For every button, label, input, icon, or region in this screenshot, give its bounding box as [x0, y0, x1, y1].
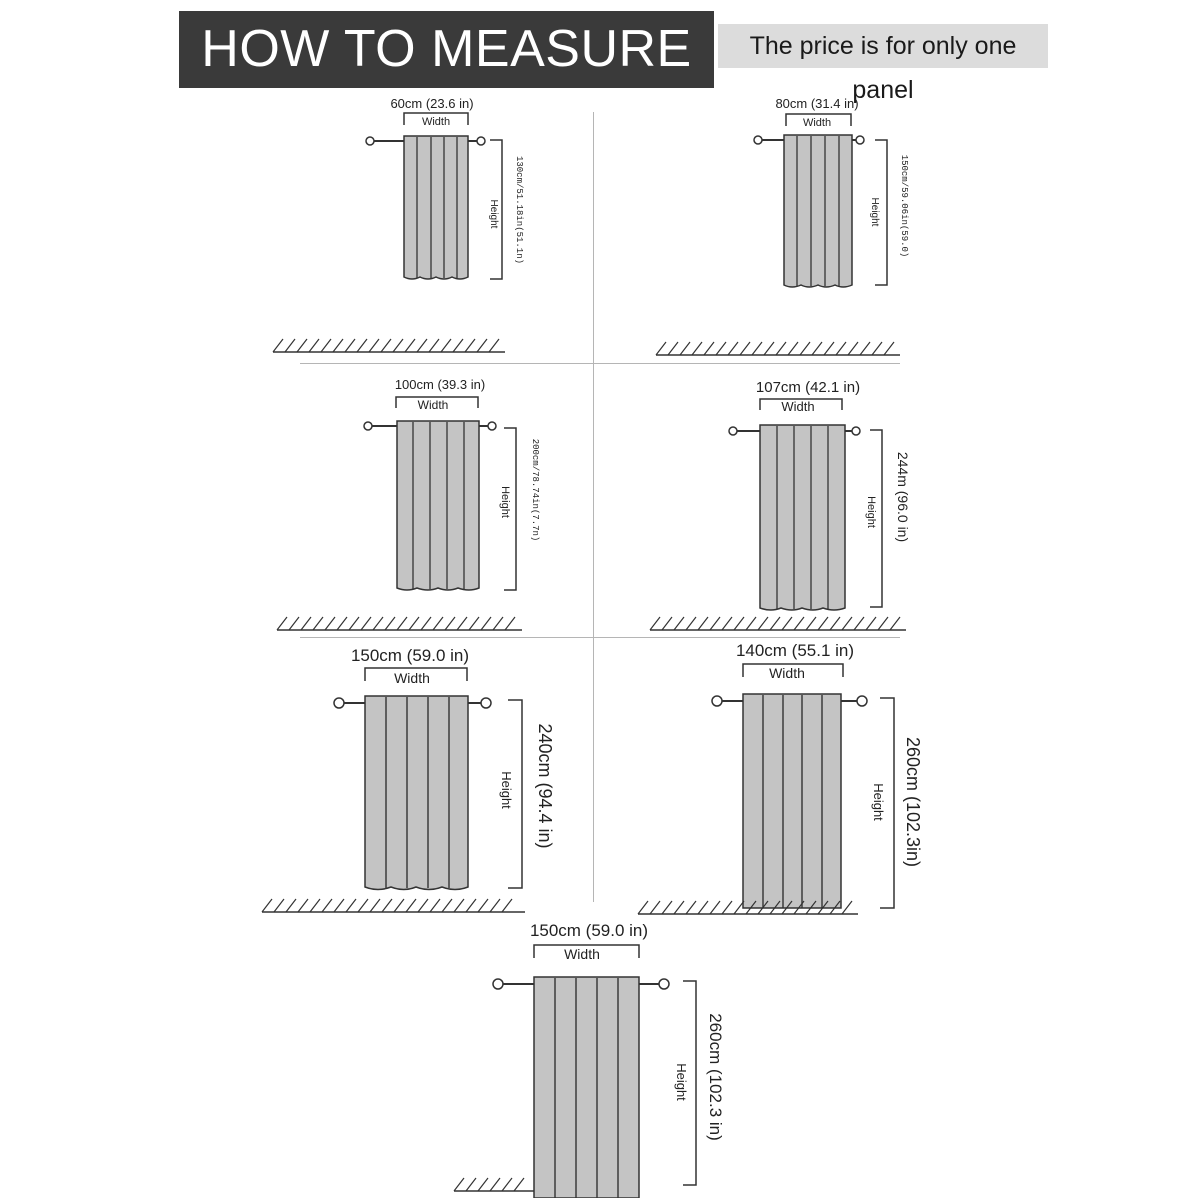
width-measurement: 107cm (42.1 in)	[755, 379, 861, 396]
curtain-panel	[365, 696, 468, 890]
width-label: Width	[564, 946, 600, 962]
page-title: HOW TO MEASURE	[179, 11, 714, 88]
height-measurement: 200cm/78.74in(7.7n)	[530, 438, 540, 542]
height-label: Height	[871, 783, 886, 821]
vertical-divider	[593, 112, 594, 902]
height-label: Height	[865, 496, 877, 528]
curtain-panel	[760, 425, 845, 610]
curtain-rod-end	[729, 427, 737, 435]
horizontal-divider	[300, 637, 900, 638]
curtain-rod-end	[659, 979, 669, 989]
height-measurement: 130cm/51.18in(51.1n)	[514, 155, 524, 265]
width-measurement: 140cm (55.1 in)	[735, 641, 855, 660]
curtain-diagram-150cm-240cm	[250, 640, 580, 920]
height-label: Height	[499, 486, 511, 518]
floor-hatching	[650, 617, 900, 630]
height-measurement: 244m (96.0 in)	[895, 451, 911, 543]
width-measurement: 80cm (31.4 in)	[775, 96, 859, 111]
height-measurement: 260cm (102.3 in)	[706, 1013, 725, 1141]
curtain-diagram-100cm	[265, 372, 555, 634]
width-label: Width	[394, 670, 430, 686]
horizontal-divider	[300, 363, 900, 364]
height-measurement: 260cm (102.3in)	[903, 736, 923, 868]
curtain-panel	[404, 136, 468, 279]
curtain-rod-end	[852, 427, 860, 435]
curtain-diagram-107cm	[640, 372, 930, 634]
floor-hatching	[277, 617, 515, 630]
curtain-rod-end	[493, 979, 503, 989]
floor-hatching	[656, 342, 894, 355]
floor-hatching	[454, 1178, 524, 1191]
height-label: Height	[488, 199, 499, 229]
curtain-panel	[397, 421, 479, 590]
curtain-rod-end	[334, 698, 344, 708]
curtain-diagram-140cm-260cm	[630, 640, 940, 920]
floor-hatching	[262, 899, 512, 912]
height-measurement: 150cm/59.06in(59.0)	[899, 154, 909, 258]
width-measurement: 60cm (23.6 in)	[390, 96, 474, 111]
curtain-rod-end	[712, 696, 722, 706]
height-label: Height	[674, 1063, 689, 1101]
curtain-panel	[784, 135, 852, 287]
width-measurement: 150cm (59.0 in)	[529, 921, 649, 940]
curtain-rod-end	[488, 422, 496, 430]
curtain-diagram-80cm	[650, 92, 930, 360]
width-label: Width	[417, 398, 449, 412]
curtain-rod-end	[364, 422, 372, 430]
height-label: Height	[499, 771, 514, 809]
height-measurement: 240cm (94.4 in)	[535, 723, 555, 849]
curtain-rod-end	[754, 136, 762, 144]
curtain-rod-end	[477, 137, 485, 145]
curtain-panel	[743, 694, 841, 908]
height-label: Height	[869, 197, 880, 227]
width-label: Width	[421, 116, 451, 128]
curtain-rod-end	[481, 698, 491, 708]
curtain-panel	[534, 977, 639, 1198]
floor-hatching	[273, 339, 499, 352]
curtain-rod-end	[857, 696, 867, 706]
curtain-diagram-150cm-260cm	[440, 915, 760, 1195]
curtain-rod-end	[366, 137, 374, 145]
curtain-diagram-60cm	[265, 92, 545, 360]
price-note: The price is for only one panel	[718, 24, 1048, 68]
width-label: Width	[802, 117, 832, 129]
width-label: Width	[781, 399, 815, 414]
curtain-rod-end	[856, 136, 864, 144]
width-measurement: 100cm (39.3 in)	[394, 377, 486, 392]
width-label: Width	[769, 665, 805, 681]
width-measurement: 150cm (59.0 in)	[350, 646, 470, 665]
